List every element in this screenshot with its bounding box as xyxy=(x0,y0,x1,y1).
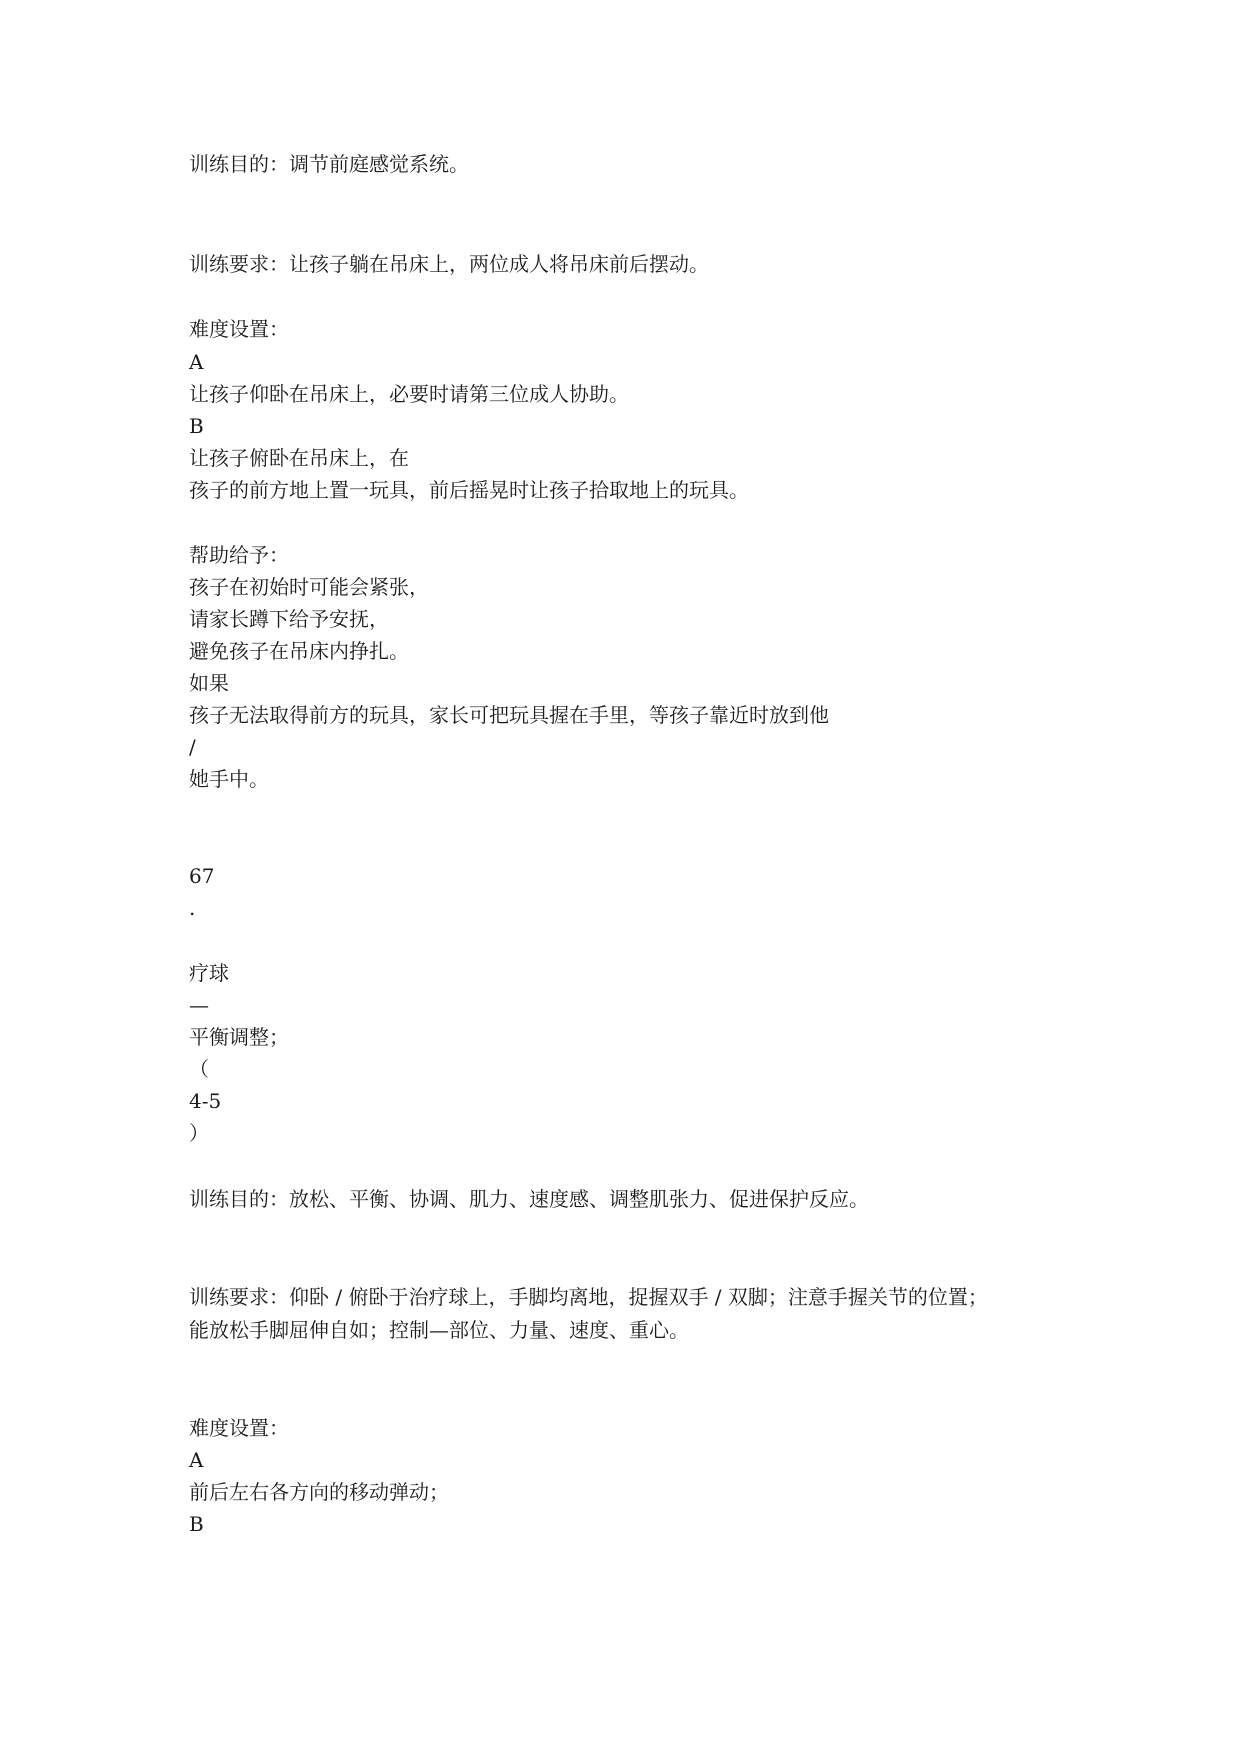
help-line-7: 她手中。 xyxy=(189,767,269,791)
age-range: 4-5 xyxy=(189,1089,222,1113)
section-title-dash: — xyxy=(189,993,209,1017)
level-b-label-1: B xyxy=(189,414,204,438)
level-b-label-2: B xyxy=(189,1512,204,1536)
difficulty-heading-2: 难度设置： xyxy=(189,1416,289,1440)
help-line-3: 避免孩子在吊床内挣扎。 xyxy=(189,639,409,663)
section-number: 67 xyxy=(189,864,215,888)
help-line-4: 如果 xyxy=(189,671,229,695)
training-requirement-1: 训练要求：让孩子躺在吊床上，两位成人将吊床前后摆动。 xyxy=(189,252,709,276)
training-goal-1: 训练目的：调节前庭感觉系统。 xyxy=(189,152,469,176)
level-b-text-1b: 孩子的前方地上置一玩具，前后摇晃时让孩子拾取地上的玩具。 xyxy=(189,478,749,502)
level-a-text-2: 前后左右各方向的移动弹动； xyxy=(189,1480,449,1504)
help-line-2: 请家长蹲下给予安抚， xyxy=(189,607,389,631)
level-a-label-1: A xyxy=(189,350,204,374)
help-line-6: / xyxy=(189,735,196,759)
section-title-2: 平衡调整； xyxy=(189,1025,289,1049)
difficulty-heading-1: 难度设置： xyxy=(189,317,289,341)
training-requirement-2b: 能放松手脚屈伸自如；控制—部位、力量、速度、重心。 xyxy=(189,1318,689,1342)
paren-open: （ xyxy=(189,1057,209,1081)
level-a-text-1: 让孩子仰卧在吊床上，必要时请第三位成人协助。 xyxy=(189,382,629,406)
training-goal-2: 训练目的：放松、平衡、协调、肌力、速度感、调整肌张力、促进保护反应。 xyxy=(189,1187,869,1211)
section-title-1: 疗球 xyxy=(189,961,229,985)
section-number-dot: . xyxy=(189,896,196,920)
training-requirement-2a: 训练要求：仰卧 / 俯卧于治疗球上，手脚均离地，捉握双手 / 双脚；注意手握关节的位置； xyxy=(189,1285,988,1309)
help-line-1: 孩子在初始时可能会紧张， xyxy=(189,575,429,599)
help-heading-1: 帮助给予： xyxy=(189,543,289,567)
paren-close: ） xyxy=(189,1121,209,1145)
level-a-label-2: A xyxy=(189,1448,204,1472)
level-b-text-1a: 让孩子俯卧在吊床上，在 xyxy=(189,446,409,470)
help-line-5: 孩子无法取得前方的玩具，家长可把玩具握在手里，等孩子靠近时放到他 xyxy=(189,703,829,727)
